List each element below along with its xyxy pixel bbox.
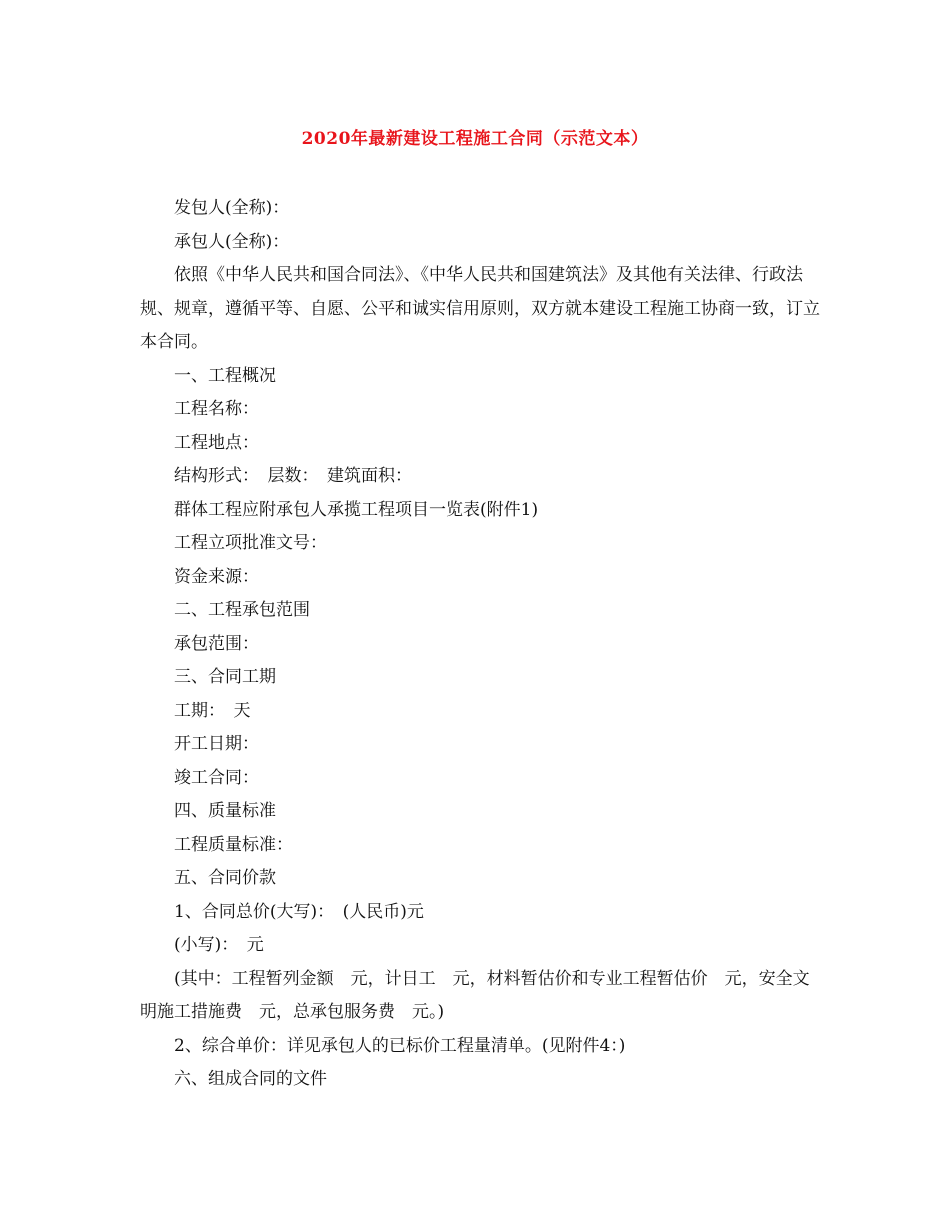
- paragraph-quality-standard: 工程质量标准：: [174, 834, 293, 855]
- paragraph-scope: 承包范围：: [174, 633, 259, 654]
- paragraph-project-location: 工程地点：: [174, 432, 259, 453]
- paragraph-project-name: 工程名称：: [174, 399, 259, 419]
- paragraph-approval-number: 工程立项批准文号：: [174, 533, 327, 553]
- paragraph-funding-source: 资金来源：: [174, 566, 259, 587]
- paragraph-duration: 工期： 天: [174, 700, 251, 721]
- paragraph-total-price-figures: (小写)： 元: [174, 935, 264, 955]
- section-heading-duration: 三、合同工期: [174, 667, 276, 687]
- paragraph-employer: 发包人(全称)：: [174, 198, 290, 218]
- paragraph-structure: 结构形式： 层数： 建筑面积：: [174, 466, 412, 486]
- section-heading-quality: 四、质量标准: [174, 801, 276, 821]
- section-heading-contract-price: 五、合同价款: [174, 868, 276, 888]
- section-heading-scope: 二、工程承包范围: [174, 600, 310, 620]
- document-body: [140, 192, 820, 1097]
- paragraph-price-breakdown: (其中：工程暂列金额 元，计日工 元，材料暂估价和专业工程暂估价 元，安全文明施工措施费 元，总承包服务费 元。): [140, 968, 810, 1022]
- section-heading-project-overview: 一、工程概况: [174, 365, 276, 386]
- paragraph-completion: 竣工合同：: [174, 767, 259, 788]
- section-heading-contract-documents: 六、组成合同的文件: [174, 1069, 327, 1089]
- paragraph-legal-basis: 依照《中华人民共和国合同法》、《中华人民共和国建筑法》及其他有关法律、行政法规、规章，遵循平等、自愿、公平和诚实信用原则，双方就本建设工程施工协商一致，订立本合同。: [140, 265, 820, 352]
- paragraph-unit-price: 2、综合单价：详见承包人的已标价工程量清单。(见附件4：): [174, 1035, 626, 1056]
- paragraph-contractor: 承包人(全称)：: [174, 231, 290, 252]
- paragraph-group-projects: 群体工程应附承包人承揽工程项目一览表(附件1): [174, 499, 539, 520]
- paragraph-total-price-words: 1、合同总价(大写)： (人民币)元: [174, 901, 424, 922]
- paragraph-start-date: 开工日期：: [174, 734, 259, 754]
- document-title: 2020年最新建设工程施工合同（示范文本）: [301, 129, 649, 149]
